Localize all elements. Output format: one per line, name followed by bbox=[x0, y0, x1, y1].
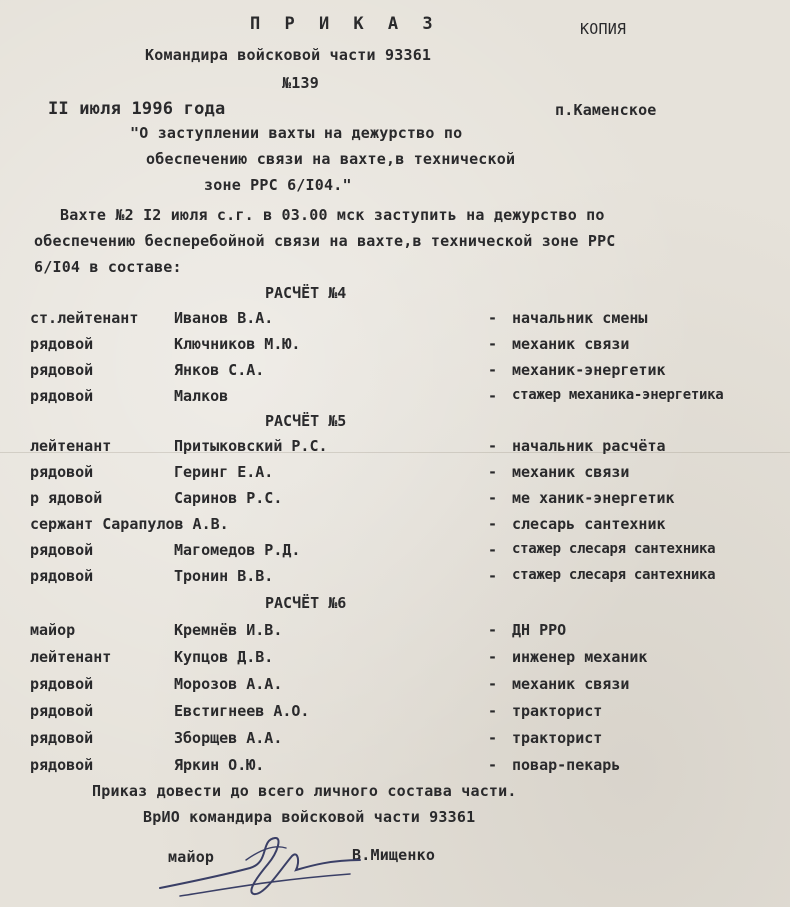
order-place: п.Каменское bbox=[555, 101, 657, 119]
member-rank: рядовой bbox=[30, 361, 94, 379]
member-name: Евстигнеев А.О. bbox=[174, 702, 310, 720]
member-dash: - bbox=[488, 621, 498, 639]
member-name: Иванов В.А. bbox=[174, 309, 274, 327]
member-dash: - bbox=[488, 675, 498, 693]
table-row bbox=[0, 437, 790, 461]
member-rank: рядовой bbox=[30, 702, 94, 720]
crew-title: РАСЧЁТ №4 bbox=[265, 284, 347, 302]
table-row bbox=[0, 309, 790, 333]
member-dash: - bbox=[488, 335, 498, 353]
copy-mark: КОПИЯ bbox=[580, 20, 627, 38]
member-duty: начальник смены bbox=[512, 309, 648, 327]
table-row bbox=[0, 541, 790, 565]
member-dash: - bbox=[488, 515, 498, 533]
member-dash: - bbox=[488, 729, 498, 747]
member-name: Геринг Е.А. bbox=[174, 463, 274, 481]
member-rank: р ядовой bbox=[30, 489, 103, 507]
member-duty: тракторист bbox=[512, 729, 603, 747]
member-name: Зборщев А.А. bbox=[174, 729, 283, 747]
member-duty: стажер слесаря сантехника bbox=[512, 567, 716, 583]
member-rank: рядовой bbox=[30, 756, 94, 774]
member-duty: слесарь сантехник bbox=[512, 515, 666, 533]
crew-title: РАСЧЁТ №6 bbox=[265, 594, 347, 612]
member-dash: - bbox=[488, 361, 498, 379]
member-duty: стажер механика-энергетика bbox=[512, 387, 724, 403]
member-name: Морозов А.А. bbox=[174, 675, 283, 693]
table-row bbox=[0, 729, 790, 753]
member-duty: механик-энергетик bbox=[512, 361, 666, 379]
member-dash: - bbox=[488, 756, 498, 774]
member-duty: инженер механик bbox=[512, 648, 648, 666]
member-dash: - bbox=[488, 437, 498, 455]
order-number: №139 bbox=[282, 74, 319, 92]
table-row bbox=[0, 489, 790, 513]
table-row bbox=[0, 361, 790, 385]
subject-line-1: "О заступлении вахты на дежурство по bbox=[130, 124, 463, 142]
member-duty: механик связи bbox=[512, 675, 630, 693]
table-row bbox=[0, 675, 790, 699]
member-duty: ДН РРО bbox=[512, 621, 567, 639]
handwritten-signature bbox=[150, 830, 390, 900]
issuer: Командира войсковой части 93361 bbox=[145, 46, 432, 64]
signer-rank: майор bbox=[168, 848, 215, 866]
member-rank: рядовой bbox=[30, 541, 94, 559]
member-dash: - bbox=[488, 387, 498, 405]
table-row bbox=[0, 702, 790, 726]
crew-title: РАСЧЁТ №5 bbox=[265, 412, 347, 430]
subject-line-2: обеспечению связи на вахте,в технической bbox=[146, 150, 516, 168]
member-name: Яркин О.Ю. bbox=[174, 756, 265, 774]
member-rank: ст.лейтенант bbox=[30, 309, 139, 327]
signature-scribble-icon bbox=[150, 830, 390, 900]
member-dash: - bbox=[488, 702, 498, 720]
member-rank: лейтенант bbox=[30, 648, 112, 666]
member-name: Тронин В.В. bbox=[174, 567, 274, 585]
member-duty: начальник расчёта bbox=[512, 437, 666, 455]
member-name: Ключников М.Ю. bbox=[174, 335, 301, 353]
signer-position: ВрИО командира войсковой части 93361 bbox=[143, 808, 476, 826]
member-name: Кремнёв И.В. bbox=[174, 621, 283, 639]
intro-line-2: обеспечению бесперебойной связи на вахте,в технической зоне РРС bbox=[34, 232, 616, 250]
member-duty: ме ханик-энергетик bbox=[512, 489, 675, 507]
member-name: Янков С.А. bbox=[174, 361, 265, 379]
table-row bbox=[0, 515, 790, 539]
member-duty: повар-пекарь bbox=[512, 756, 621, 774]
member-duty: механик связи bbox=[512, 463, 630, 481]
member-dash: - bbox=[488, 541, 498, 559]
signer-name: В.Мищенко bbox=[352, 846, 436, 864]
table-row bbox=[0, 648, 790, 672]
member-dash: - bbox=[488, 489, 498, 507]
subject-line-3: зоне РРС 6/I04." bbox=[204, 176, 352, 194]
member-dash: - bbox=[488, 648, 498, 666]
member-dash: - bbox=[488, 567, 498, 585]
table-row bbox=[0, 335, 790, 359]
member-dash: - bbox=[488, 463, 498, 481]
member-name: Магомедов Р.Д. bbox=[174, 541, 301, 559]
member-name: Купцов Д.В. bbox=[174, 648, 274, 666]
member-name: Малков bbox=[174, 387, 229, 405]
member-rank: рядовой bbox=[30, 729, 94, 747]
member-dash: - bbox=[488, 309, 498, 327]
member-rank: рядовой bbox=[30, 335, 94, 353]
member-rank: рядовой bbox=[30, 675, 94, 693]
order-date: II июля 1996 года bbox=[48, 99, 226, 119]
document-title: П Р И К А З bbox=[250, 14, 440, 34]
member-duty: тракторист bbox=[512, 702, 603, 720]
table-row bbox=[0, 621, 790, 645]
table-row bbox=[0, 756, 790, 780]
member-duty: стажер слесаря сантехника bbox=[512, 541, 716, 557]
member-rank: рядовой bbox=[30, 567, 94, 585]
table-row bbox=[0, 567, 790, 591]
intro-line-3: 6/I04 в составе: bbox=[34, 258, 182, 276]
member-rank: майор bbox=[30, 621, 76, 639]
member-rank: сержант Сарапулов А.В. bbox=[30, 515, 229, 533]
member-duty: механик связи bbox=[512, 335, 630, 353]
member-name: Притыковский Р.С. bbox=[174, 437, 328, 455]
table-row bbox=[0, 387, 790, 411]
closing-statement: Приказ довести до всего личного состава части. bbox=[92, 782, 517, 800]
intro-line-1: Вахте №2 I2 июля с.г. в 03.00 мск заступить на дежурство по bbox=[60, 206, 605, 224]
member-rank: рядовой bbox=[30, 387, 94, 405]
member-rank: лейтенант bbox=[30, 437, 112, 455]
table-row bbox=[0, 463, 790, 487]
member-rank: рядовой bbox=[30, 463, 94, 481]
member-name: Саринов Р.С. bbox=[174, 489, 283, 507]
